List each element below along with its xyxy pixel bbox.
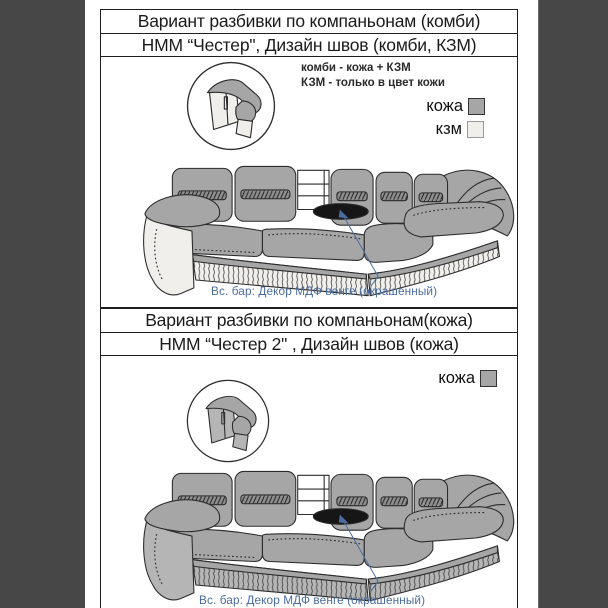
panel-kombi <box>100 9 518 308</box>
kozha-swatch-icon <box>468 98 485 115</box>
panel1-title: Вариант разбивки по компаньонам (комби) <box>101 10 517 34</box>
corner-sofa-drawing-kozha <box>143 468 519 608</box>
panel2-subtitle: НММ “Честер 2" , Дизайн швов (кожа) <box>101 333 517 356</box>
corner-sofa-drawing-kombi <box>143 163 519 303</box>
panel1-notes <box>301 61 445 91</box>
kozha-swatch-icon-2 <box>480 370 497 387</box>
kzm-swatch-icon <box>467 121 484 138</box>
bar-annotation: Вс. бар: Декор МДФ венге (окрашенный) <box>211 284 438 298</box>
legend-kzm-label: кзм <box>435 120 462 138</box>
panel2-title: Вариант разбивки по компаньонам(кожа) <box>101 309 517 333</box>
armrest-detail-inset <box>185 60 277 152</box>
bar-annotation-2: Вс. бар: Декор МДФ венге (окрашенный) <box>199 593 426 607</box>
legend-kozha-2-label: кожа <box>438 369 475 387</box>
armrest-detail-inset-2 <box>185 378 271 464</box>
note-kzm: КЗМ - только в цвет кожи <box>301 77 445 89</box>
viewer-backdrop-right <box>538 0 608 608</box>
note-kombi: комби - кожа + КЗМ <box>301 62 411 74</box>
legend-kozha-2 <box>438 369 497 388</box>
legend-kozha-label: кожа <box>426 97 463 115</box>
legend-kozha <box>426 97 485 116</box>
panel-kozha <box>100 308 518 608</box>
legend-kzm <box>436 120 484 139</box>
viewer-backdrop-left <box>0 0 85 608</box>
panel1-subtitle: НММ “Честер", Дизайн швов (комби, КЗМ) <box>101 34 517 57</box>
